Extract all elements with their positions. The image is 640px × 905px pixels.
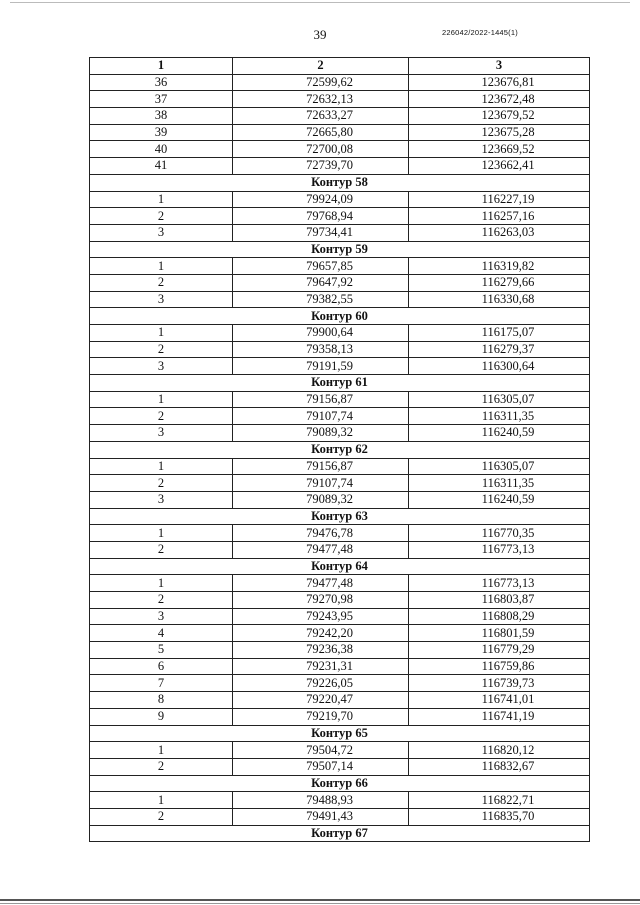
point-number-cell: 2 (90, 208, 233, 225)
y-coordinate-cell: 123672,48 (409, 91, 590, 108)
table-row (90, 408, 590, 425)
table-row (90, 391, 590, 408)
x-coordinate-cell: 79507,14 (233, 758, 409, 775)
table-row (90, 358, 590, 375)
x-coordinate-cell: 72665,80 (233, 124, 409, 141)
x-coordinate-cell: 79107,74 (233, 408, 409, 425)
x-coordinate-cell: 79270,98 (233, 592, 409, 609)
point-number-cell: 2 (90, 808, 233, 825)
y-coordinate-cell: 116822,71 (409, 792, 590, 809)
point-number-cell: 3 (90, 224, 233, 241)
x-coordinate-cell: 79191,59 (233, 358, 409, 375)
y-coordinate-cell: 123676,81 (409, 74, 590, 91)
point-number-cell: 2 (90, 758, 233, 775)
point-number-cell: 40 (90, 141, 233, 158)
table-row (90, 325, 590, 342)
y-coordinate-cell: 116779,29 (409, 642, 590, 659)
contour-label: Контур 63 (90, 508, 590, 525)
contour-header-row (90, 725, 590, 742)
y-coordinate-cell: 116741,19 (409, 708, 590, 725)
point-number-cell: 41 (90, 158, 233, 175)
x-coordinate-cell: 79089,32 (233, 425, 409, 442)
x-coordinate-cell: 79477,48 (233, 541, 409, 558)
x-coordinate-cell: 79089,32 (233, 491, 409, 508)
point-number-cell: 3 (90, 358, 233, 375)
table-row (90, 541, 590, 558)
table-row (90, 692, 590, 709)
y-coordinate-cell: 116741,01 (409, 692, 590, 709)
column-header: 2 (233, 58, 409, 75)
table-row (90, 458, 590, 475)
x-coordinate-cell: 79504,72 (233, 742, 409, 759)
x-coordinate-cell: 79107,74 (233, 475, 409, 492)
point-number-cell: 5 (90, 642, 233, 659)
table-row (90, 74, 590, 91)
table-row (90, 425, 590, 442)
contour-label: Контур 66 (90, 775, 590, 792)
contour-header-row (90, 775, 590, 792)
x-coordinate-cell: 79900,64 (233, 325, 409, 342)
point-number-cell: 1 (90, 742, 233, 759)
contour-label: Контур 58 (90, 174, 590, 191)
point-number-cell: 1 (90, 191, 233, 208)
x-coordinate-cell: 79768,94 (233, 208, 409, 225)
contour-label: Контур 65 (90, 725, 590, 742)
point-number-cell: 2 (90, 475, 233, 492)
contour-label: Контур 62 (90, 441, 590, 458)
x-coordinate-cell: 79242,20 (233, 625, 409, 642)
point-number-cell: 2 (90, 274, 233, 291)
y-coordinate-cell: 116319,82 (409, 258, 590, 275)
contour-header-row (90, 241, 590, 258)
x-coordinate-cell: 79657,85 (233, 258, 409, 275)
page-number: 39 (313, 27, 327, 42)
column-header: 3 (409, 58, 590, 75)
point-number-cell: 2 (90, 541, 233, 558)
table-row (90, 224, 590, 241)
y-coordinate-cell: 116300,64 (409, 358, 590, 375)
table-row (90, 274, 590, 291)
y-coordinate-cell: 123662,41 (409, 158, 590, 175)
coordinates-table (89, 57, 590, 842)
y-coordinate-cell: 116305,07 (409, 391, 590, 408)
contour-label: Контур 64 (90, 558, 590, 575)
point-number-cell: 1 (90, 525, 233, 542)
table-row (90, 708, 590, 725)
table-row (90, 291, 590, 308)
column-header: 1 (90, 58, 233, 75)
y-coordinate-cell: 116808,29 (409, 608, 590, 625)
point-number-cell: 1 (90, 325, 233, 342)
table-body (90, 74, 590, 842)
contour-header-row (90, 308, 590, 325)
y-coordinate-cell: 116311,35 (409, 408, 590, 425)
bottom-rule-thin (0, 903, 640, 904)
table-header-row (90, 58, 590, 75)
table-row (90, 658, 590, 675)
y-coordinate-cell: 116770,35 (409, 525, 590, 542)
y-coordinate-cell: 116832,67 (409, 758, 590, 775)
y-coordinate-cell: 116835,70 (409, 808, 590, 825)
contour-header-row (90, 508, 590, 525)
point-number-cell: 1 (90, 391, 233, 408)
table-row (90, 792, 590, 809)
y-coordinate-cell: 116263,03 (409, 224, 590, 241)
table-row (90, 108, 590, 125)
x-coordinate-cell: 79236,38 (233, 642, 409, 659)
contour-label: Контур 61 (90, 375, 590, 392)
x-coordinate-cell: 72739,70 (233, 158, 409, 175)
point-number-cell: 3 (90, 491, 233, 508)
x-coordinate-cell: 72599,62 (233, 74, 409, 91)
table-row (90, 475, 590, 492)
point-number-cell: 1 (90, 575, 233, 592)
y-coordinate-cell: 116739,73 (409, 675, 590, 692)
table-row (90, 124, 590, 141)
y-coordinate-cell: 116305,07 (409, 458, 590, 475)
point-number-cell: 8 (90, 692, 233, 709)
point-number-cell: 37 (90, 91, 233, 108)
y-coordinate-cell: 116820,12 (409, 742, 590, 759)
point-number-cell: 1 (90, 258, 233, 275)
table-row (90, 592, 590, 609)
y-coordinate-cell: 116240,59 (409, 425, 590, 442)
point-number-cell: 6 (90, 658, 233, 675)
table-row (90, 341, 590, 358)
contour-header-row (90, 441, 590, 458)
point-number-cell: 2 (90, 341, 233, 358)
point-number-cell: 3 (90, 291, 233, 308)
x-coordinate-cell: 79924,09 (233, 191, 409, 208)
point-number-cell: 3 (90, 608, 233, 625)
x-coordinate-cell: 79243,95 (233, 608, 409, 625)
y-coordinate-cell: 123675,28 (409, 124, 590, 141)
table-row (90, 141, 590, 158)
x-coordinate-cell: 79156,87 (233, 391, 409, 408)
contour-header-row (90, 825, 590, 842)
point-number-cell: 36 (90, 74, 233, 91)
x-coordinate-cell: 79382,55 (233, 291, 409, 308)
point-number-cell: 7 (90, 675, 233, 692)
table-row (90, 675, 590, 692)
table-row (90, 158, 590, 175)
contour-header-row (90, 174, 590, 191)
x-coordinate-cell: 79231,31 (233, 658, 409, 675)
document-id: 226042/2022-1445(1) (442, 28, 518, 37)
table-row (90, 808, 590, 825)
x-coordinate-cell: 79491,43 (233, 808, 409, 825)
point-number-cell: 39 (90, 124, 233, 141)
table-row (90, 91, 590, 108)
y-coordinate-cell: 116240,59 (409, 491, 590, 508)
y-coordinate-cell: 116279,66 (409, 274, 590, 291)
y-coordinate-cell: 116175,07 (409, 325, 590, 342)
x-coordinate-cell: 72700,08 (233, 141, 409, 158)
table-row (90, 642, 590, 659)
x-coordinate-cell: 79226,05 (233, 675, 409, 692)
table-row (90, 491, 590, 508)
contour-header-row (90, 375, 590, 392)
y-coordinate-cell: 116311,35 (409, 475, 590, 492)
y-coordinate-cell: 116801,59 (409, 625, 590, 642)
x-coordinate-cell: 79220,47 (233, 692, 409, 709)
contour-header-row (90, 558, 590, 575)
contour-label: Контур 59 (90, 241, 590, 258)
contour-label: Контур 67 (90, 825, 590, 842)
bottom-rule (0, 899, 640, 901)
point-number-cell: 2 (90, 592, 233, 609)
y-coordinate-cell: 116279,37 (409, 341, 590, 358)
y-coordinate-cell: 116330,68 (409, 291, 590, 308)
table-row (90, 191, 590, 208)
table-row (90, 575, 590, 592)
point-number-cell: 38 (90, 108, 233, 125)
x-coordinate-cell: 72633,27 (233, 108, 409, 125)
table-row (90, 608, 590, 625)
y-coordinate-cell: 116803,87 (409, 592, 590, 609)
table-row (90, 258, 590, 275)
y-coordinate-cell: 116773,13 (409, 541, 590, 558)
y-coordinate-cell: 116227,19 (409, 191, 590, 208)
table-row (90, 625, 590, 642)
x-coordinate-cell: 79156,87 (233, 458, 409, 475)
table-row (90, 208, 590, 225)
x-coordinate-cell: 79488,93 (233, 792, 409, 809)
x-coordinate-cell: 79219,70 (233, 708, 409, 725)
y-coordinate-cell: 123669,52 (409, 141, 590, 158)
x-coordinate-cell: 79734,41 (233, 224, 409, 241)
table-row (90, 742, 590, 759)
point-number-cell: 2 (90, 408, 233, 425)
y-coordinate-cell: 116257,16 (409, 208, 590, 225)
x-coordinate-cell: 79476,78 (233, 525, 409, 542)
top-rule (10, 2, 630, 3)
y-coordinate-cell: 123679,52 (409, 108, 590, 125)
x-coordinate-cell: 72632,13 (233, 91, 409, 108)
point-number-cell: 1 (90, 458, 233, 475)
point-number-cell: 9 (90, 708, 233, 725)
table-row (90, 525, 590, 542)
point-number-cell: 1 (90, 792, 233, 809)
table-row (90, 758, 590, 775)
y-coordinate-cell: 116759,86 (409, 658, 590, 675)
point-number-cell: 3 (90, 425, 233, 442)
point-number-cell: 4 (90, 625, 233, 642)
x-coordinate-cell: 79477,48 (233, 575, 409, 592)
x-coordinate-cell: 79647,92 (233, 274, 409, 291)
contour-label: Контур 60 (90, 308, 590, 325)
y-coordinate-cell: 116773,13 (409, 575, 590, 592)
x-coordinate-cell: 79358,13 (233, 341, 409, 358)
